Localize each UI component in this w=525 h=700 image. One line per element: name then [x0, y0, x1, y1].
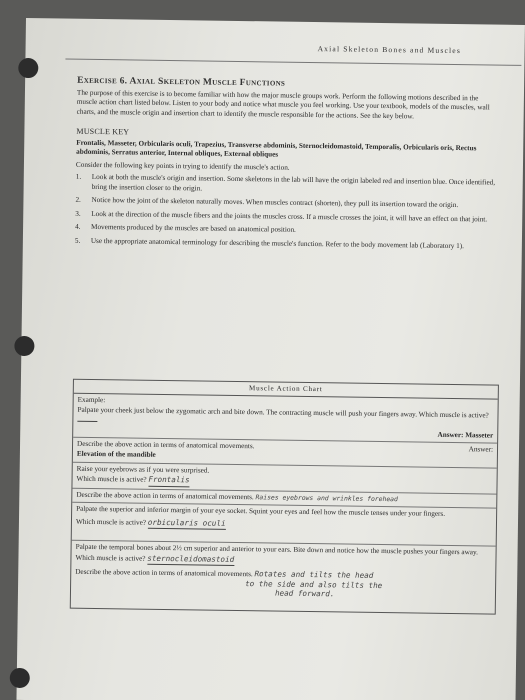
- list-item: 5. Use the appropriate anatomical terminology for describing the muscle's function. Refer to the body movement lab (Laboratory 1).: [74, 236, 465, 250]
- muscle-key-heading: MUSCLE KEY: [76, 126, 130, 137]
- worksheet-page: [16, 18, 524, 700]
- q3-describe: Describe the above action in terms of anatomical movements.: [75, 568, 253, 579]
- list-item: 4. Movements produced by the muscles are based on anatomical position.: [75, 222, 296, 234]
- q2-text: Palpate the superior and inferior margin of your eye socket. Squint your eyes and feel how the muscle tenses under your fingers.: [76, 505, 446, 519]
- running-head: Axial Skeleton Bones and Muscles: [317, 44, 462, 56]
- key-points-list: [75, 173, 496, 252]
- q3-text: Palpate the temporal bones about 2½ cm superior and anterior to your ears. Bite down and notice how the muscle pushes your fingers away. Which muscle is active?: [75, 543, 478, 563]
- q3-answer-field[interactable]: sternocleidomastoid: [147, 554, 234, 566]
- question-3-cell: [71, 541, 496, 613]
- example-elevation: Elevation of the mandible: [76, 449, 156, 459]
- example-label: Example:: [77, 396, 106, 405]
- example-cell: [73, 394, 498, 444]
- binder-hole: [18, 58, 38, 78]
- chart-title: Muscle Action Chart: [74, 380, 498, 400]
- example-describe-answer-label: Answer:: [468, 445, 494, 454]
- binder-hole: [10, 668, 30, 688]
- muscle-action-chart: [70, 379, 499, 614]
- question-2-cell: [72, 503, 496, 547]
- q1-answer-field[interactable]: Frontalis: [148, 475, 189, 487]
- q1-describe-answer-field[interactable]: Raises eyebrows and wrinkles forehead: [255, 492, 398, 503]
- list-item: 2. Notice how the joint of the skeleton naturally moves. When muscles contract (shorten), they pull its insertion toward the origin.: [75, 195, 459, 210]
- muscle-key-list: Frontalis, Masseter, Orbicularis oculi, Trapezius, Transverse abdominis, Sternocleidomastoid, Temporalis, Orbicularis oris, Rectus abdominis, Serratus anterior, Internal obliques, External obliques: [76, 138, 477, 159]
- list-item: 1. Look at both the muscle's origin and insertion. Some skeletons in the lab will have the origin labeled red and insertion blue. Once identified, bring the insertion closer to the origin.: [75, 172, 496, 193]
- exercise-intro: The purpose of this exercise is to become familiar with how the major muscle groups work. Perform the following motions described in the muscle action chart listed below. Listen to your body and notice what muscle you feel working. Use your textbook, models of the muscles, wall charts, and the muscle origin and insertion chart to identify the muscle responsible for the actions. See the key below.: [76, 88, 490, 120]
- q2-answer-field[interactable]: orbicularis oculi: [148, 518, 226, 530]
- binder-hole: [14, 336, 34, 356]
- q1-ask: Which muscle is active?: [76, 475, 147, 485]
- exercise-section: [75, 75, 497, 256]
- q1-text: Raise your eyebrows as if you were surprised.: [76, 464, 210, 475]
- q2-ask: Which muscle is active?: [75, 517, 147, 527]
- consider-text: Consider the following key points in trying to identify the muscle's action.: [75, 160, 290, 172]
- q3-describe-answer-line-2[interactable]: to the side and also tilts the: [245, 579, 383, 591]
- header-rule: [65, 59, 521, 66]
- example-text: Palpate your cheek just below the zygomatic arch and bite down. The contracting muscle will push your fingers away. Which muscle is active?: [77, 406, 493, 431]
- list-item: 3. Look at the direction of the muscle fibers and the joints the muscles cross. If a muscle crosses the joint, it will have an effect on that joint.: [75, 209, 488, 224]
- q1-describe: Describe the above action in terms of anatomical movements.: [76, 490, 254, 501]
- q3-describe-answer-field[interactable]: Rotates and tilts the head: [254, 569, 374, 581]
- exercise-title: Exercise 6. Axial Skeleton Muscle Functions: [77, 75, 286, 89]
- q3-describe-answer-line-3[interactable]: head forward.: [274, 588, 335, 599]
- example-describe: Describe the above action in terms of anatomical movements.: [77, 440, 255, 451]
- example-answer: Answer: Masseter: [437, 430, 494, 440]
